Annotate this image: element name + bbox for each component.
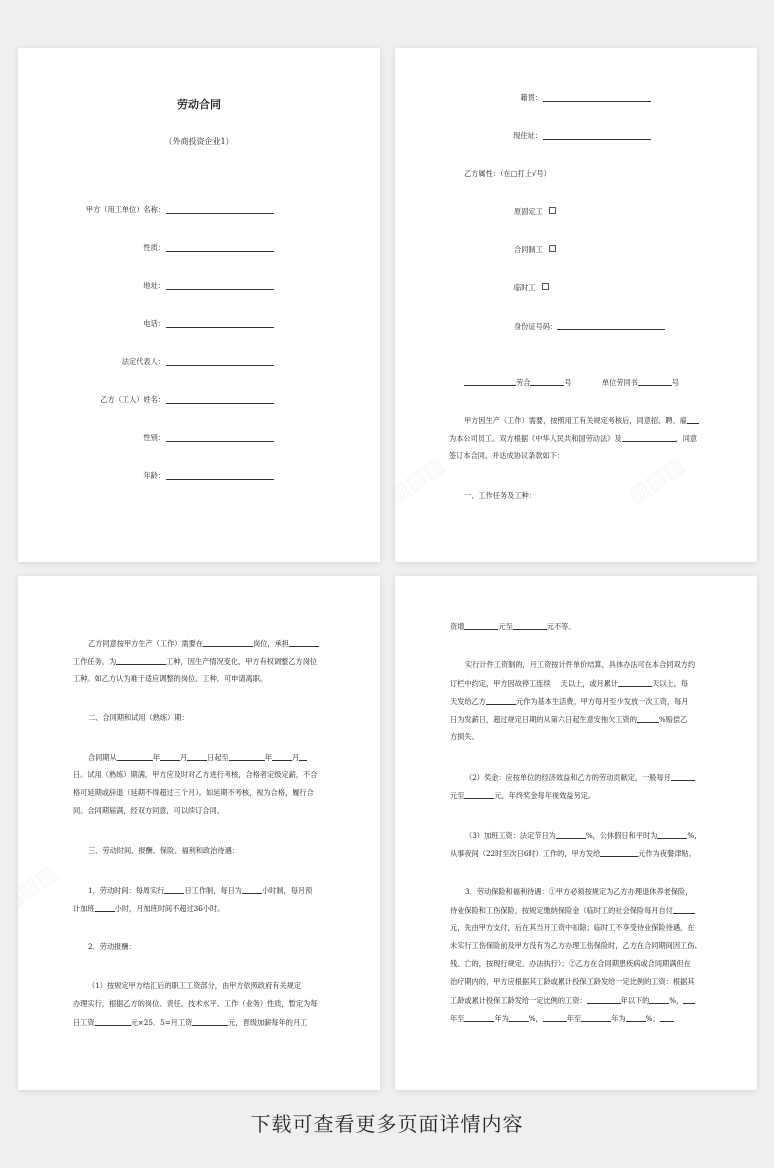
field-label: 地址： <box>143 281 165 290</box>
watermark <box>18 860 62 916</box>
checkbox-icon[interactable] <box>549 245 556 252</box>
field-label: 甲方（用工单位）名称： <box>85 205 165 214</box>
field-label: 法定代表人： <box>121 357 165 366</box>
document-page-2 <box>395 48 757 562</box>
fill-line <box>166 471 274 482</box>
paragraph-line: 格可延期或辞退（延期不得超过三个月）。如延期不考核，视为合格，履行合 <box>73 788 314 797</box>
section-heading: 三、劳动时间、报酬、保险、福利和政治待遇： <box>88 846 239 855</box>
attribute-label: 乙方属性：（在□打上√号） <box>464 169 551 178</box>
section-heading: 一、工作任务及工种： <box>464 491 536 500</box>
contract-no-label: 单位劳同书 <box>601 378 638 387</box>
paragraph-line: 资增 元至 元不等。 <box>450 622 576 631</box>
paragraph-line: 未实行工伤保险前及甲方没有为乙方办理工伤保险时，乙方在合同期间因工伤、 <box>450 941 702 950</box>
paragraph-line: （1）按规定甲方结汇后的职工工资部分，由甲方依照政府有关规定 <box>88 981 302 990</box>
section-heading: 2．劳动报酬： <box>88 942 136 951</box>
download-more-caption[interactable]: 下载可查看更多页面详情内容 <box>250 1112 524 1136</box>
document-page-3 <box>18 576 380 1090</box>
paragraph-line: 日工资 元×25．5=月工资 元，晋级加薪每年的月工 <box>73 1018 308 1027</box>
watermark <box>395 452 449 508</box>
paragraph-line: 元，先由甲方支付，后在其当月工资中扣除；临时工不享受待业保险待遇，在 <box>450 923 695 932</box>
option-label: 合同制工 <box>514 245 543 254</box>
paragraph-line: 1．劳动时间：每周实行 日工作制，每日为 小时制，每月预 <box>88 886 313 895</box>
checkbox-icon[interactable] <box>549 207 556 214</box>
paragraph-line: 乙方同意按甲方生产（工作）需要在 岗位，承担 <box>88 638 319 649</box>
paragraph-line: 签订本合同，并达成协议条款如下： <box>449 451 565 460</box>
option-row <box>514 245 556 255</box>
option-label: 原固定工 <box>514 207 543 216</box>
id-row <box>514 321 665 332</box>
contract-no-suffix: 号 <box>564 378 572 387</box>
option-row <box>514 207 556 217</box>
field-label: 性质： <box>143 243 165 252</box>
paragraph-line: 同。合同期届满，经双方同意，可以续订合同。 <box>73 806 224 815</box>
contract-number-row <box>464 377 679 388</box>
paragraph-line: 为本公司员工。双方根据《中华人民共和国劳动法》及 ，同意 <box>449 434 698 443</box>
paragraph-line: 从事夜间（22时至次日6时）工作的，甲方发给 元作为夜餐津贴。 <box>450 849 696 858</box>
fill-line <box>166 433 274 444</box>
fill-line <box>166 357 274 368</box>
paragraph-line: 办理实行，根据乙方的岗位、责任、技术水平、工作（业务）性质，暂定为每 <box>73 999 318 1008</box>
section-heading: 二、合同期和试用（熟练）期： <box>88 713 189 722</box>
paragraph-line: 年至 年为 %， 年至 年为 %； <box>450 1013 674 1024</box>
fill-line <box>166 395 274 406</box>
field-label: 乙方（工人）姓名： <box>100 395 165 404</box>
option-label: 临时工 <box>514 283 536 292</box>
document-page-1 <box>18 48 380 562</box>
field-label: 性别： <box>143 433 165 442</box>
paragraph-line: 待业保险和工伤保险，按规定缴纳保险金（临时工的社会保险每月自付 <box>450 905 695 916</box>
contract-title: 劳动合同 <box>177 98 221 111</box>
field-label: 年龄： <box>143 471 165 480</box>
fill-line <box>166 243 274 254</box>
paragraph-line: 计加班 小时，月加班时间不超过36小时。 <box>73 904 225 913</box>
fill-line <box>166 319 274 330</box>
paragraph-line: 甲方因生产（工作）需要，按照用工有关规定考核后，同意招、聘、雇 <box>464 415 699 426</box>
paragraph-line: 实行计件工资制的，月工资按计件单价结算，具体办法可在本合同双方约 <box>465 660 696 669</box>
paragraph-line: 工种。如乙方认为难于适应调整的岗位、工种，可申请离职。 <box>73 674 268 683</box>
paragraph-line: 天发给乙方 元作为基本生活费。甲方每月至少发放一次工资，每月 <box>450 697 689 706</box>
option-row <box>514 283 549 293</box>
field-label: 籍贯： <box>520 93 542 102</box>
fill-line <box>166 205 274 216</box>
contract-subtitle: （外商投资企业1） <box>164 137 234 146</box>
paragraph-line: （2）奖金：应按单位的经济效益和乙方的劳动贡献定，一般每月 <box>465 772 695 783</box>
fill-line <box>543 131 651 142</box>
contract-no-label: 劳合 <box>516 378 531 387</box>
fill-line <box>543 93 651 104</box>
paragraph-line: 治疗期内的，甲方应根据其工龄或累计投保工龄发给一定比例的工资：根据其 <box>450 977 695 986</box>
checkbox-icon[interactable] <box>542 283 549 290</box>
paragraph-line: 3．劳动保险和福利待遇：①甲方必须按规定为乙方办理退休养老保险， <box>465 887 693 896</box>
paragraph-line: （3）加班工资：法定节日为 %，公休假日和平时为 %， <box>465 831 702 840</box>
paragraph-line: 工作任务，为 工种，因生产情况变化，甲方有权调整乙方岗位 <box>73 657 318 666</box>
document-page-4 <box>395 576 757 1090</box>
fill-line <box>166 281 274 292</box>
paragraph-line: 日为发薪日，超过规定日期的从第六日起生意安拖欠工资的 %赔偿乙 <box>450 715 688 724</box>
paragraph-line: 元至 元，年终奖金每年视效益另定。 <box>450 791 596 800</box>
field-label: 现住址： <box>513 131 542 140</box>
watermark <box>623 452 688 508</box>
paragraph-line: 残、亡的，按现行规定、办法执行）；②乙方在合同期患疾病或合同期满但在 <box>450 959 691 968</box>
paragraph-line: 订栏中约定，甲方因故停工连续 天以上，或月累计 天以上，每 <box>450 679 689 688</box>
paragraph-line: 日。试用（熟练）期满，甲方应及时对乙方进行考核，合格者定级定薪，不合 <box>73 770 318 779</box>
paragraph-line: 方损失。 <box>450 732 479 741</box>
id-label: 身份证号码： <box>514 322 558 331</box>
contract-no-suffix: 号 <box>671 378 680 387</box>
field-label: 电话： <box>143 319 165 328</box>
paragraph-line: 工龄或累计投保工龄发给一定比例的工资： 年以下的 %， <box>450 995 695 1006</box>
paragraph-line: 合同期从 年 月 日起至 年 月 <box>88 752 307 763</box>
